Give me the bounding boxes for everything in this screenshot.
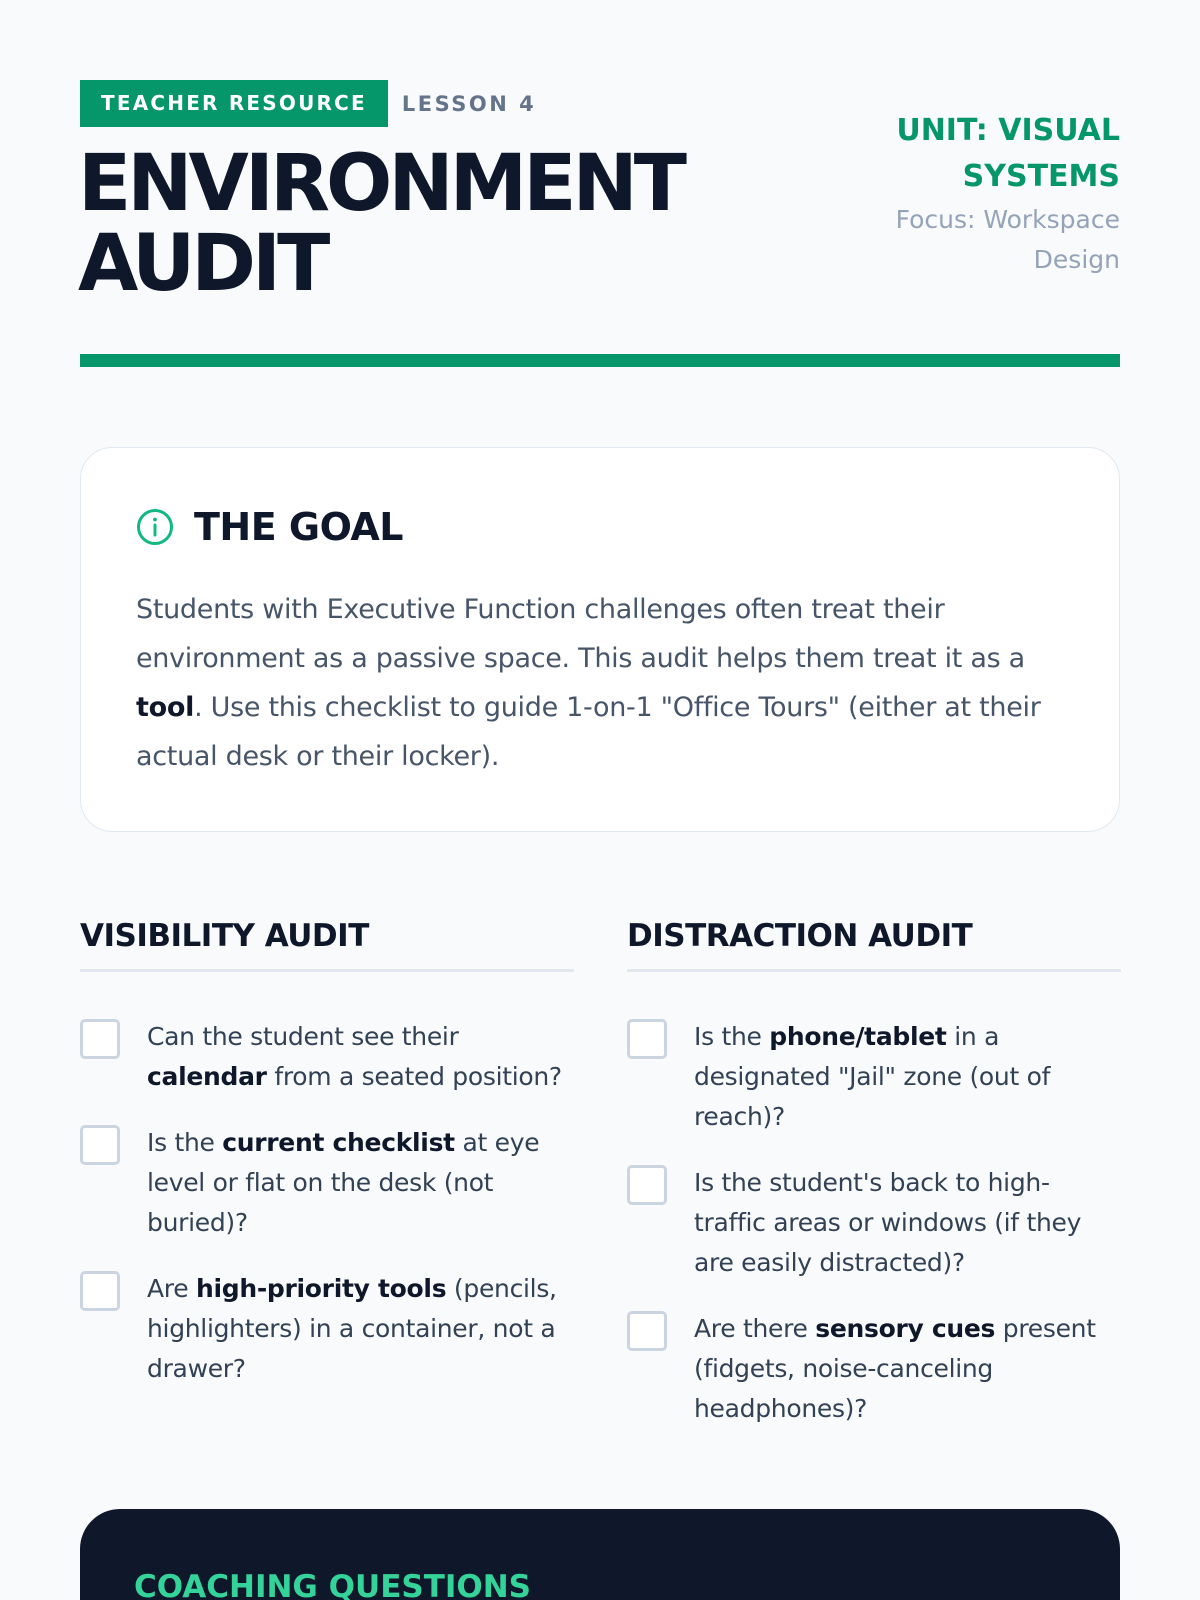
checklist-item — [80, 1017, 574, 1097]
checklist-item-text — [694, 1309, 1121, 1429]
checklist-item-text — [147, 1123, 574, 1243]
lesson-label: LESSON 4 — [401, 91, 537, 116]
info-icon — [136, 508, 174, 546]
coaching-questions-card — [80, 1509, 1120, 1600]
checkbox[interactable] — [627, 1019, 667, 1059]
item-text-bold: sensory cues — [815, 1314, 996, 1343]
checklist-item-text — [147, 1269, 574, 1389]
item-text-part: Is the — [147, 1128, 223, 1157]
coaching-questions-title: COACHING QUESTIONS — [134, 1569, 532, 1600]
item-text-part: Are — [147, 1274, 196, 1303]
visibility-audit-title: VISIBILITY AUDIT — [80, 900, 574, 972]
goal-header — [136, 505, 403, 549]
title-line-1: ENVIRONMENT — [78, 139, 683, 229]
checkbox[interactable] — [627, 1165, 667, 1205]
item-text-part: Are there — [694, 1314, 816, 1343]
distraction-audit-title: DISTRACTION AUDIT — [627, 900, 1121, 972]
checklist-item-text — [147, 1017, 574, 1097]
page-title — [78, 139, 683, 309]
page-header — [78, 80, 1120, 309]
checkbox[interactable] — [80, 1125, 120, 1165]
checkbox[interactable] — [80, 1019, 120, 1059]
unit-focus: Focus: Workspace Design — [895, 205, 1120, 274]
unit-title: UNIT: VISUAL SYSTEMS — [896, 113, 1120, 194]
item-text-bold: phone/tablet — [769, 1022, 947, 1051]
item-text-part: Can the student see their — [147, 1022, 459, 1051]
checklist-item — [80, 1269, 574, 1389]
title-line-2: AUDIT — [78, 219, 327, 309]
teacher-resource-badge: TEACHER RESOURCE — [80, 80, 388, 127]
item-text-part: Is the student's back to high-traffic areas or windows (if they are easily distracted)? — [694, 1168, 1082, 1277]
item-text-part: from a seated position? — [266, 1062, 562, 1091]
distraction-audit-section — [627, 900, 1121, 1455]
checklist-item-text — [694, 1017, 1121, 1137]
item-text-part: in a designated "Jail" zone (out of reach)? — [694, 1022, 1051, 1131]
checklist-item — [627, 1163, 1121, 1283]
checklist-item-text — [694, 1163, 1121, 1283]
item-text-bold: current checklist — [222, 1128, 455, 1157]
item-text-part: at eye level or flat on the desk (not buried)? — [147, 1128, 540, 1237]
item-text-bold: calendar — [147, 1062, 267, 1091]
item-text-part: Is the — [694, 1022, 770, 1051]
goal-text-bold: tool — [136, 692, 195, 723]
goal-description — [136, 585, 1066, 781]
visibility-audit-section — [80, 900, 574, 1415]
goal-text-part: Students with Executive Function challenges often treat their environment as a passive space. This audit helps them treat it as a — [136, 594, 1025, 674]
goal-text-part: . Use this checklist to guide 1-on-1 "Office Tours" (either at their actual desk or their locker). — [136, 692, 1041, 772]
checklist-item — [80, 1123, 574, 1243]
unit-info — [860, 108, 1120, 280]
goal-card — [80, 447, 1120, 832]
header-divider — [80, 354, 1120, 367]
goal-title: THE GOAL — [194, 505, 404, 549]
distraction-checklist — [627, 1017, 1121, 1429]
checklist-item — [627, 1017, 1121, 1137]
checkbox[interactable] — [627, 1311, 667, 1351]
visibility-checklist — [80, 1017, 574, 1389]
item-text-part: (pencils, highlighters) in a container, not a drawer? — [147, 1274, 557, 1383]
checklist-item — [627, 1309, 1121, 1429]
checkbox[interactable] — [80, 1271, 120, 1311]
item-text-bold: high-priority tools — [195, 1274, 447, 1303]
item-text-part: present (fidgets, noise-canceling headphones)? — [694, 1314, 1096, 1423]
